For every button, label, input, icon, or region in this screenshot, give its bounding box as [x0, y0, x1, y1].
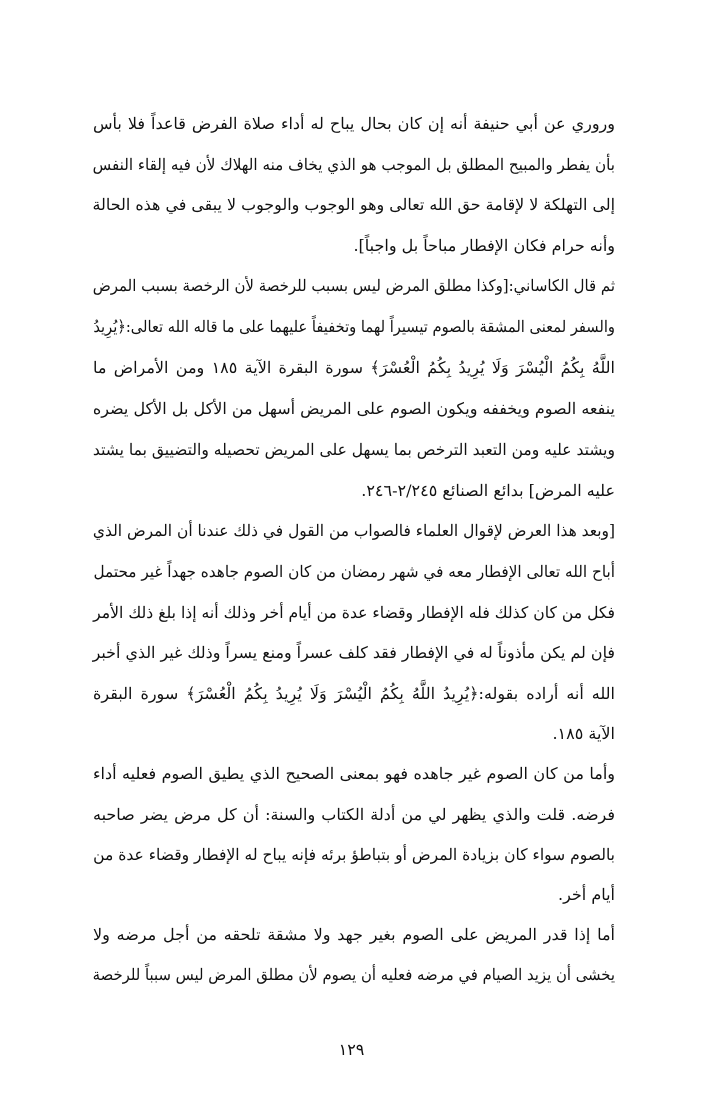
text-line: الله أنه أراده بقوله:﴿يُرِيدُ اللَّهُ بِكُمُ الْيُسْرَ وَلَا يُرِيدُ بِكُمُ الْعُسْرَ﴾ سورة البقرة [93, 684, 615, 703]
text-line: [وبعد هذا العرض لإقوال العلماء فالصواب من القول في ذلك عندنا أن المرض الذي [92, 521, 615, 540]
text-line: ينفعه الصوم ويخففه ويكون الصوم على المريض أسهل من الأكل بل الأكل يضره [92, 399, 615, 418]
text-line: فكل من كان كذلك فله الإفطار وقضاء عدة من أيام أخر وذلك أنه إذا بلغ ذلك الأمر [93, 603, 616, 622]
text-line: عليه المرض] بدائع الصنائع ٢/٢٤٥-٢٤٦. [361, 481, 615, 500]
text-line: إلى التهلكة لا لإقامة حق الله تعالى وهو الوجوب والوجوب لا يبقى في هذه الحالة [92, 195, 616, 214]
text-line: فرضه. قلت والذي يظهر لي من أدلة الكتاب والسنة: أن كل مرض يضر صاحبه [93, 805, 615, 824]
text-line: بأن يفطر والمبيح المطلق بل الموجب هو الذي يخاف منه الهلاك لأن فيه إلقاء النفس [92, 155, 616, 174]
page-number: ١٢٩ [338, 1040, 365, 1059]
text-line: اللَّهُ بِكُمُ الْيُسْرَ وَلَا يُرِيدُ بِكُمُ الْعُسْرَ﴾ سورة البقرة الآية ١٨٥ ومن الأمراض ما [93, 358, 616, 377]
text-line: ثم قال الكاساني:[وكذا مطلق المرض ليس بسبب للرخصة لأن الرخصة بسبب المرض [92, 276, 616, 295]
text-line: ويشتد عليه ومن التعبد الترخص بما يسهل على المريض تحصيله والتضييق بما يشتد [92, 440, 616, 459]
text-line: أيام أخر. [557, 885, 615, 904]
text-line: وأنه حرام فكان الإفطار مباحاً بل واجباً]. [353, 236, 615, 255]
text-line: وروري عن أبي حنيفة أنه إن كان بحال يباح له أداء صلاة الفرض قاعداً فلا بأس [93, 114, 615, 133]
text-line: وأما من كان الصوم غير جاهده فهو بمعنى الصحيح الذي يطيق الصوم فعليه أداء [93, 764, 615, 783]
text-line: الآية ١٨٥. [552, 724, 615, 743]
text-line: بالصوم سواء كان بزيادة المرض أو بتباطؤ برئه فإنه يباح له الإفطار وقضاء عدة من [93, 845, 616, 864]
text-line: والسفر لمعنى المشقة بالصوم تيسيراً لهما وتخفيفاً عليهما على ما قاله الله تعالى:﴿يُرِيدُ [93, 317, 615, 336]
text-line: يخشى أن يزيد الصيام في مرضه فعليه أن يصوم لأن مطلق المرض ليس سبباً للرخصة [92, 965, 615, 984]
text-line: فإن لم يكن مأذوناً له في الإفطار فقد كلف عسراً ومنع يسراً وذلك غير الذي أخبر [92, 643, 615, 662]
text-line: أباح الله تعالى الإفطار معه في شهر رمضان من كان الصوم جاهده جهداً غير محتمل [93, 562, 615, 581]
text-line: أما إذا قدر المريض على الصوم بغير جهد ولا مشقة تلحقه من أجل مرضه ولا [93, 925, 616, 944]
